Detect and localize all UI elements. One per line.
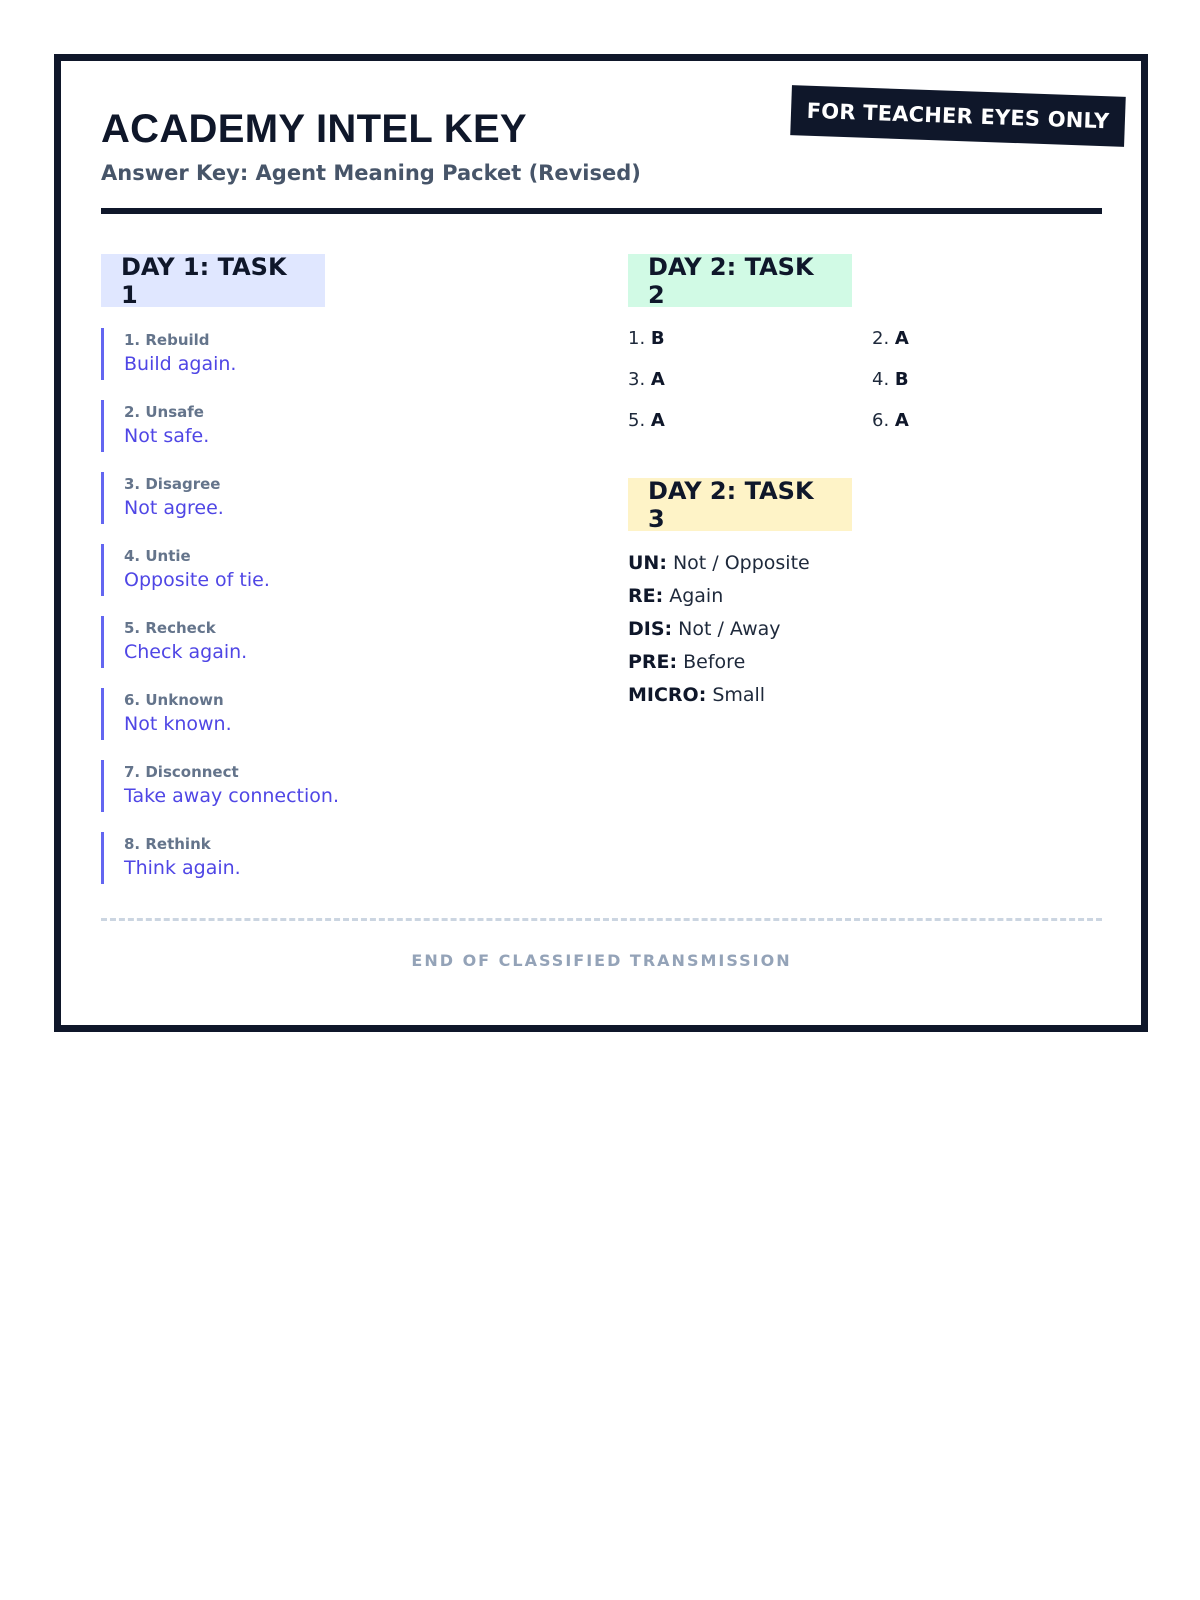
task1-item <box>101 760 339 812</box>
task1-word: 3. Disagree <box>124 475 221 493</box>
task1-definition: Check again. <box>124 641 248 663</box>
task2-number: 2. <box>872 328 890 349</box>
task3-meaning: Not / Away <box>678 618 781 640</box>
task1-item <box>101 616 339 668</box>
task1-word: 2. Unsafe <box>124 403 204 421</box>
task3-prefix: UN: <box>628 552 667 574</box>
task1-word: 5. Recheck <box>124 619 216 637</box>
task1-heading: DAY 1: TASK 1 <box>101 254 325 307</box>
task2-answer <box>872 406 1108 435</box>
task1-definition: Take away connection. <box>124 785 339 807</box>
task3-item <box>628 646 810 679</box>
task1-word: 1. Rebuild <box>124 331 210 349</box>
task1-definition: Think again. <box>124 857 241 879</box>
task3-item <box>628 580 810 613</box>
footer-text: END OF CLASSIFIED TRANSMISSION <box>411 951 792 970</box>
task3-heading: DAY 2: TASK 3 <box>628 478 852 531</box>
teacher-only-stamp: FOR TEACHER EYES ONLY <box>790 85 1126 147</box>
task1-list <box>101 328 339 904</box>
task2-answer <box>628 324 872 353</box>
page-subtitle: Answer Key: Agent Meaning Packet (Revised) <box>101 161 641 185</box>
task2-answer <box>872 365 1108 394</box>
task2-answer-grid <box>628 324 1108 435</box>
task2-letter: B <box>650 328 665 349</box>
header-divider <box>101 208 1102 214</box>
task3-item <box>628 547 810 580</box>
task1-item <box>101 688 339 740</box>
task1-word: 8. Rethink <box>124 835 211 853</box>
task2-letter: A <box>894 410 909 431</box>
task1-definition: Build again. <box>124 353 237 375</box>
answer-key-card <box>54 54 1148 1032</box>
task1-item <box>101 328 339 380</box>
task3-item <box>628 679 810 712</box>
task3-meaning: Before <box>683 651 746 673</box>
task1-definition: Not agree. <box>124 497 224 519</box>
task2-answer <box>628 406 872 435</box>
page-title: ACADEMY INTEL KEY <box>101 107 527 151</box>
task2-number: 3. <box>628 369 646 390</box>
task1-word: 7. Disconnect <box>124 763 239 781</box>
task2-answer <box>872 324 1108 353</box>
task2-number: 5. <box>628 410 646 431</box>
task2-heading: DAY 2: TASK 2 <box>628 254 852 307</box>
task2-letter: A <box>650 410 665 431</box>
task1-word: 4. Untie <box>124 547 191 565</box>
task3-list <box>628 547 810 712</box>
task2-letter: A <box>894 328 909 349</box>
task2-letter: B <box>894 369 909 390</box>
footer-divider <box>101 918 1102 921</box>
task2-number: 6. <box>872 410 890 431</box>
task3-item <box>628 613 810 646</box>
task1-definition: Opposite of tie. <box>124 569 270 591</box>
task1-item <box>101 472 339 524</box>
task1-word: 6. Unknown <box>124 691 224 709</box>
task3-meaning: Again <box>669 585 724 607</box>
task2-letter: A <box>650 369 665 390</box>
task2-answer <box>628 365 872 394</box>
task1-item <box>101 400 339 452</box>
task3-prefix: PRE: <box>628 651 678 673</box>
task2-number: 4. <box>872 369 890 390</box>
task3-prefix: DIS: <box>628 618 673 640</box>
task1-definition: Not safe. <box>124 425 210 447</box>
task3-prefix: RE: <box>628 585 664 607</box>
task3-meaning: Not / Opposite <box>672 552 810 574</box>
task1-item <box>101 544 339 596</box>
task1-definition: Not known. <box>124 713 232 735</box>
task1-item <box>101 832 339 884</box>
task3-prefix: MICRO: <box>628 684 707 706</box>
task2-number: 1. <box>628 328 646 349</box>
task3-meaning: Small <box>712 684 766 706</box>
